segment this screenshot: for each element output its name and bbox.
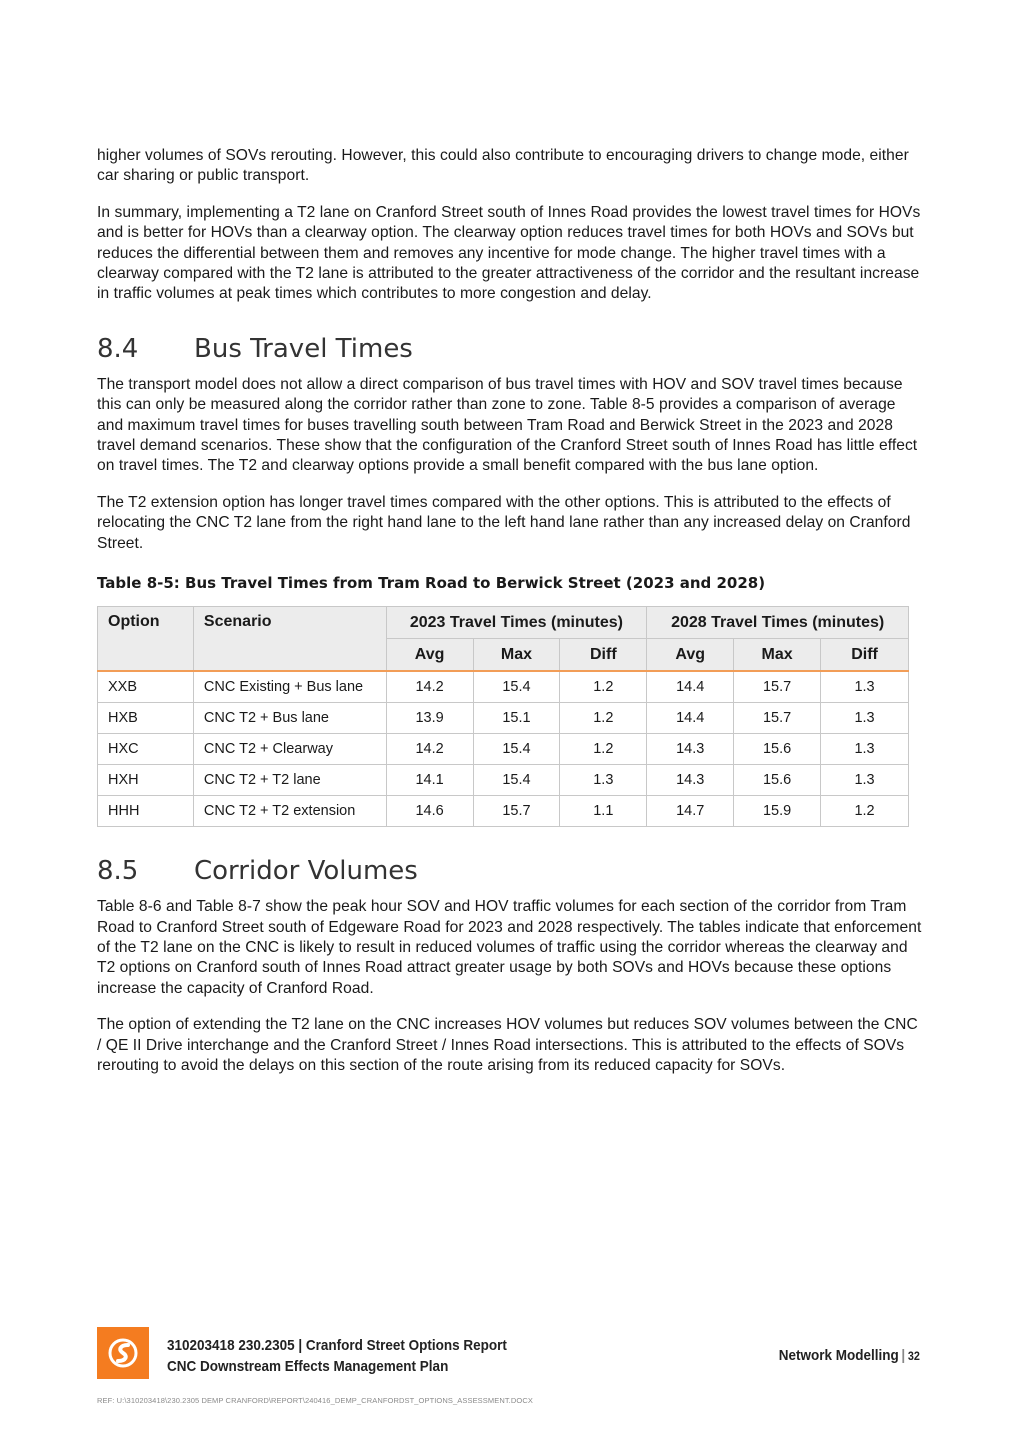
cell-scenario: CNC T2 + T2 extension <box>193 796 386 827</box>
header-2023-avg: Avg <box>386 639 473 672</box>
section-title: Corridor Volumes <box>194 856 418 887</box>
header-scenario: Scenario <box>193 607 386 672</box>
paragraph: In summary, implementing a T2 lane on Cranford Street south of Innes Road provides the lowest travel times for HOVs and is better for HOVs than a clearway option. The clearway option reduces travel times for both HOVs and SOVs but reduces the differential between them and removes any incentive for mode change. The higher travel times with a clearway compared with the T2 lane is attributed to the greater attractiveness of the corridor and the resultant increase in traffic volumes at peak times which contributes to more congestion and delay. <box>97 203 921 303</box>
cell-value: 14.3 <box>647 734 734 765</box>
cell-value: 1.3 <box>821 765 909 796</box>
table-row <box>98 671 909 703</box>
paragraph: The option of extending the T2 lane on the CNC increases HOV volumes but reduces SOV volumes between the CNC / QE II Drive interchange and the Cranford Street / Innes Road intersections. This is attributed to the effects of SOVs rerouting to avoid the delays on this section of the route arising from its reduced capacity for SOVs. <box>97 1016 918 1074</box>
header-2028-group: 2028 Travel Times (minutes) <box>647 607 909 639</box>
cell-value: 15.9 <box>734 796 821 827</box>
table-row <box>98 734 909 765</box>
page-footer <box>97 1327 925 1381</box>
cell-scenario: CNC T2 + Clearway <box>193 734 386 765</box>
cell-option: HXB <box>98 703 194 734</box>
cell-value: 15.1 <box>473 703 560 734</box>
cell-option: HXH <box>98 765 194 796</box>
cell-value: 1.2 <box>821 796 909 827</box>
cell-value: 1.3 <box>821 703 909 734</box>
paragraph: higher volumes of SOVs rerouting. However, this could also contribute to encouraging drivers to change mode, either car sharing or public transport. <box>97 147 909 185</box>
page-number: 32 <box>907 1349 920 1363</box>
cell-value: 1.2 <box>560 671 647 703</box>
logo-mark-icon <box>106 1336 140 1370</box>
cell-value: 15.6 <box>734 734 821 765</box>
page-content <box>97 146 925 1092</box>
paragraph: The T2 extension option has longer travel times compared with the other options. This is attributed to the effects of relocating the CNC T2 lane from the right hand lane to the left hand lane rather than any increased delay on Cranford Street. <box>97 493 911 552</box>
document-reference: REF: U:\310203418\230.2305 DEMP CRANFORD\REPORT\240416_DEMP_CRANFORDST_OPTIONS_ASSESSMENT.DOCX <box>97 1396 533 1405</box>
table-caption: Table 8-5: Bus Travel Times from Tram Road to Berwick Street (2023 and 2028) <box>97 574 766 593</box>
cell-option: XXB <box>98 671 194 703</box>
cell-value: 14.2 <box>386 734 473 765</box>
section-number: 8.5 <box>97 856 139 887</box>
section-heading-8-5 <box>97 855 925 887</box>
cell-value: 15.6 <box>734 765 821 796</box>
section-heading-8-4 <box>97 333 925 365</box>
cell-value: 1.2 <box>560 703 647 734</box>
cell-value: 15.7 <box>734 703 821 734</box>
header-2028-max: Max <box>734 639 821 672</box>
paragraph: The transport model does not allow a direct comparison of bus travel times with HOV and SOV travel times because this can only be measured along the corridor rather than zone to zone. Table 8-5 provides a comparison of average and maximum travel times for buses travelling south between Tram Road and Berwick Street in the 2023 and 2028 travel demand scenarios. These show that the configuration of the Cranford Street south of Innes Road has little effect on travel times. The T2 and clearway options provide a small benefit compared with the bus lane option. <box>97 375 918 475</box>
cell-value: 1.3 <box>560 765 647 796</box>
header-2028-avg: Avg <box>647 639 734 672</box>
cell-value: 1.2 <box>560 734 647 765</box>
cell-scenario: CNC T2 + T2 lane <box>193 765 386 796</box>
header-2023-max: Max <box>473 639 560 672</box>
paragraph: Table 8-6 and Table 8-7 show the peak hour SOV and HOV traffic volumes for each section of the corridor from Tram Road to Cranford Street south of Edgeware Road for 2023 and 2028 respectively. The tables indicate that enforcement of the T2 lane on the CNC is likely to result in reduced volumes of traffic using the corridor whereas the clearway and T2 options on Cranford south of Innes Road attract greater usage by both SOVs and HOVs because these options increase the capacity of Cranford Road. <box>97 898 922 997</box>
cell-value: 15.4 <box>473 765 560 796</box>
cell-value: 14.1 <box>386 765 473 796</box>
cell-option: HHH <box>98 796 194 827</box>
cell-scenario: CNC T2 + Bus lane <box>193 703 386 734</box>
footer-plan-line: CNC Downstream Effects Management Plan <box>167 1358 449 1375</box>
stantec-logo-icon <box>97 1327 149 1379</box>
section-title: Bus Travel Times <box>194 333 413 364</box>
cell-value: 15.4 <box>473 734 560 765</box>
table-row <box>98 796 909 827</box>
cell-value: 14.7 <box>647 796 734 827</box>
cell-value: 1.3 <box>821 671 909 703</box>
cell-value: 14.6 <box>386 796 473 827</box>
cell-scenario: CNC Existing + Bus lane <box>193 671 386 703</box>
cell-option: HXC <box>98 734 194 765</box>
header-2023-diff: Diff <box>560 639 647 672</box>
footer-section-label: Network Modelling <box>778 1347 899 1364</box>
footer-report-line: 310203418 230.2305 | Cranford Street Options Report <box>167 1337 507 1354</box>
section-number: 8.4 <box>97 333 139 364</box>
cell-value: 15.7 <box>473 796 560 827</box>
cell-value: 14.4 <box>647 703 734 734</box>
cell-value: 14.2 <box>386 671 473 703</box>
footer-title <box>167 1335 507 1377</box>
footer-section <box>779 1347 920 1364</box>
header-2028-diff: Diff <box>821 639 909 672</box>
footer-separator: | <box>901 1347 906 1364</box>
cell-value: 1.3 <box>821 734 909 765</box>
table-row <box>98 703 909 734</box>
cell-value: 14.4 <box>647 671 734 703</box>
bus-travel-times-table <box>97 606 909 827</box>
cell-value: 1.1 <box>560 796 647 827</box>
cell-value: 13.9 <box>386 703 473 734</box>
table-row <box>98 765 909 796</box>
header-option: Option <box>98 607 194 672</box>
cell-value: 15.7 <box>734 671 821 703</box>
cell-value: 14.3 <box>647 765 734 796</box>
header-2023-group: 2023 Travel Times (minutes) <box>386 607 647 639</box>
cell-value: 15.4 <box>473 671 560 703</box>
